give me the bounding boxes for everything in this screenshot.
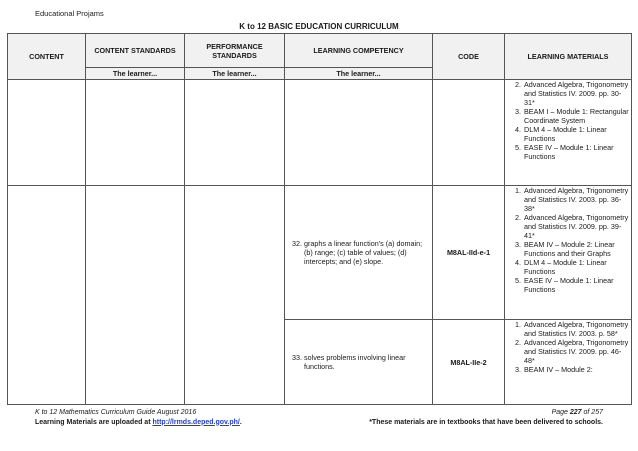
- subheader-performance-standards: The learner...: [185, 68, 285, 80]
- competency-cell: [285, 320, 433, 405]
- list-item: 2. Advanced Algebra, Trigonometry and Statistics IV. 2009. pp. 46-48*: [523, 338, 629, 365]
- footer-upload-prefix: Learning Materials are uploaded at: [35, 418, 153, 426]
- performance-standards-cell: [185, 186, 285, 405]
- page-total: of 257: [581, 409, 603, 416]
- materials-cell: [505, 320, 632, 405]
- subheader-content-standards: The learner...: [86, 68, 185, 80]
- page-number: 227: [569, 409, 582, 416]
- list-item: 3. BEAM I – Module 1: Rectangular Coordinate System: [523, 107, 629, 125]
- code-cell: [433, 80, 505, 186]
- list-item: 2. Advanced Algebra, Trigonometry and Statistics IV. 2009. pp. 39-41*: [523, 213, 629, 240]
- table-header-row: [8, 34, 632, 68]
- footer-upload-suffix: .: [239, 418, 242, 426]
- competency-cell: [285, 80, 433, 186]
- code-cell: M8AL-IIe-2: [433, 320, 505, 405]
- header-code: CODE: [433, 34, 505, 80]
- content-standards-cell: [86, 80, 185, 186]
- footer-left: [35, 408, 242, 427]
- content-standards-cell: [86, 186, 185, 405]
- page-word: Page: [551, 409, 570, 416]
- header-content-standards: CONTENT STANDARDS: [86, 34, 185, 68]
- footer-guide-text: K to 12 Mathematics Curriculum Guide August 2016: [35, 409, 197, 416]
- competency-list: [285, 353, 432, 371]
- list-item: 4. DLM 4 – Module 1: Linear Functions: [523, 258, 629, 276]
- curriculum-table: [7, 33, 632, 405]
- competency-list: [285, 239, 432, 266]
- list-item: 5. EASE IV – Module 1: Linear Functions: [523, 276, 629, 294]
- table-row: [8, 186, 632, 320]
- list-item: 2. Advanced Algebra, Trigonometry and Statistics IV. 2009. pp. 30-31*: [523, 80, 629, 107]
- header-content: CONTENT: [8, 34, 86, 80]
- materials-list: [505, 320, 631, 374]
- materials-cell: [505, 186, 632, 320]
- footer-note: *These materials are in textbooks that have been delivered to schools.: [369, 418, 603, 426]
- competency-item: 32. graphs a linear function’s (a) domain; (b) range; (c) table of values; (d) intercepts; and (e) slope.: [304, 239, 428, 266]
- header-performance-standards: PERFORMANCE STANDARDS: [185, 34, 285, 68]
- page-number-line: [369, 408, 603, 418]
- competency-cell: [285, 186, 433, 320]
- materials-cell: [505, 80, 632, 186]
- list-item: 5. EASE IV – Module 1: Linear Functions: [523, 143, 629, 161]
- subheader-learning-competency: The learner...: [285, 68, 433, 80]
- table-row: [8, 80, 632, 186]
- list-item: 1. Advanced Algebra, Trigonometry and Statistics IV. 2003. pp. 36-38*: [523, 186, 629, 213]
- page-title: K to 12 BASIC EDUCATION CURRICULUM: [239, 22, 399, 31]
- performance-standards-cell: [185, 80, 285, 186]
- lrmds-link[interactable]: http://lrmds.deped.gov.ph/: [152, 418, 240, 426]
- list-item: 4. DLM 4 – Module 1: Linear Functions: [523, 125, 629, 143]
- watermark-text: Educational Projams: [35, 9, 104, 18]
- header-learning-materials: LEARNING MATERIALS: [505, 34, 632, 80]
- list-item: 1. Advanced Algebra, Trigonometry and Statistics IV. 2003. p. 58*: [523, 320, 629, 338]
- competency-item: 33. solves problems involving linear functions.: [304, 353, 428, 371]
- header-learning-competency: LEARNING COMPETENCY: [285, 34, 433, 68]
- footer-right: [369, 408, 603, 427]
- list-item: 3. BEAM IV – Module 2:: [523, 365, 629, 374]
- materials-list: [505, 80, 631, 161]
- materials-list: [505, 186, 631, 294]
- footer-upload-line: [35, 418, 242, 428]
- content-cell: [8, 80, 86, 186]
- content-cell: [8, 186, 86, 405]
- list-item: 3. BEAM IV – Module 2: Linear Functions and their Graphs: [523, 240, 629, 258]
- code-cell: M8AL-IId-e-1: [433, 186, 505, 320]
